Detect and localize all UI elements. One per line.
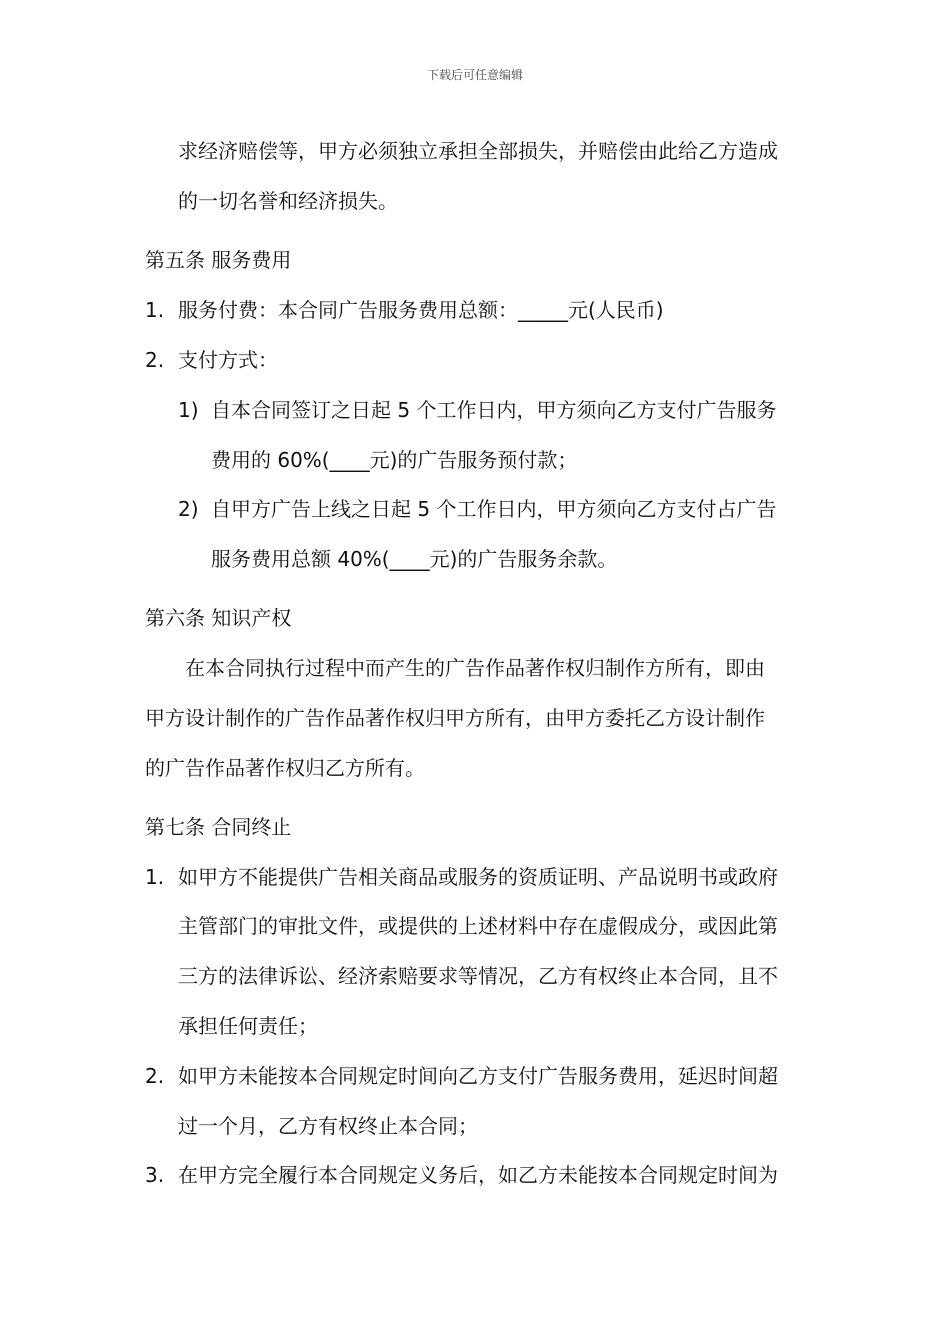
list-item: 支付方式： xyxy=(178,348,278,372)
sublist-item-continued: 费用的 60%(____元)的广告服务预付款； xyxy=(211,448,578,472)
list-item: 如甲方不能提供广告相关商品或服务的资质证明、产品说明书或政府 xyxy=(178,865,778,889)
list-item: 服务付费：本合同广告服务费用总额：_____元(人民币) xyxy=(178,298,664,322)
list-item: 在甲方完全履行本合同规定义务后，如乙方未能按本合同规定时间为 xyxy=(178,1163,778,1187)
list-number: 2. xyxy=(145,1064,165,1088)
list-number: 1. xyxy=(145,865,165,889)
paragraph-line: 的广告作品著作权归乙方所有。 xyxy=(145,756,425,780)
paragraph-line: 甲方设计制作的广告作品著作权归甲方所有，由甲方委托乙方设计制作 xyxy=(145,706,765,730)
list-item-continued: 承担任何责任； xyxy=(178,1014,318,1038)
paragraph-line: 求经济赔偿等，甲方必须独立承担全部损失，并赔偿由此给乙方造成 xyxy=(178,139,778,163)
sublist-item-continued: 服务费用总额 40%(____元)的广告服务余款。 xyxy=(211,547,618,571)
sublist-item: 自本合同签订之日起 5 个工作日内，甲方须向乙方支付广告服务 xyxy=(211,398,777,422)
list-item: 如甲方未能按本合同规定时间向乙方支付广告服务费用，延迟时间超 xyxy=(178,1064,778,1088)
section-title: 第七条 合同终止 xyxy=(145,815,292,839)
page-header: 下载后可任意编辑 xyxy=(426,68,523,82)
sublist-number: 2) xyxy=(178,497,199,521)
list-number: 3. xyxy=(145,1163,165,1187)
paragraph-line: 在本合同执行过程中而产生的广告作品著作权归制作方所有，即由 xyxy=(185,656,765,680)
list-item-continued: 过一个月，乙方有权终止本合同； xyxy=(178,1114,478,1138)
sublist-number: 1) xyxy=(178,398,199,422)
sublist-item: 自甲方广告上线之日起 5 个工作日内，甲方须向乙方支付占广告 xyxy=(211,497,777,521)
paragraph-line: 的一切名誉和经济损失。 xyxy=(178,189,398,213)
section-title: 第六条 知识产权 xyxy=(145,606,292,630)
list-item-continued: 三方的法律诉讼、经济索赔要求等情况，乙方有权终止本合同，且不 xyxy=(178,964,778,988)
section-title: 第五条 服务费用 xyxy=(145,248,292,272)
list-item-continued: 主管部门的审批文件，或提供的上述材料中存在虚假成分，或因此第 xyxy=(178,914,778,938)
list-number: 1. xyxy=(145,298,165,322)
list-number: 2. xyxy=(145,348,165,372)
